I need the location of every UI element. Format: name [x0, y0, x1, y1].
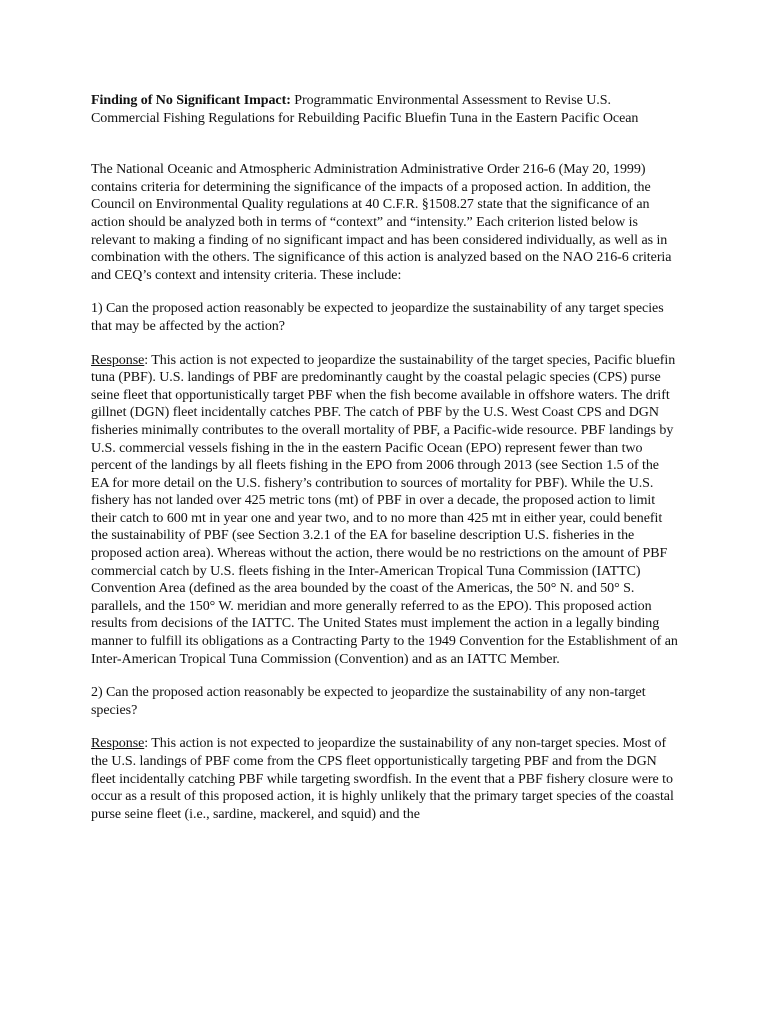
- response-1-text: : This action is not expected to jeopardize the sustainability of the target species, Pacific bluefin tuna (PBF). U.S. landings of PBF are predominantly caught by the coastal pelagic species (CPS) purse seine fleet that opportunistically target PBF when the fish become available in offshore waters. The drift gillnet (DGN) fleet incidentally catches PBF. The catch of PBF by the U.S. West Coast CPS and DGN fisheries minimally contributes to the overall mortality of PBF, a Pacific-wide resource. PBF landings by U.S. commercial vessels fishing in the in the eastern Pacific Ocean (EPO) represent fewer than two percent of the landings by all fleets fishing in the EPO from 2006 through 2013 (see Section 1.5 of the EA for more detail on the U.S. fishery’s contribution to sources of mortality for PBF). While the U.S. fishery has not landed over 425 metric tons (mt) of PBF in over a decade, the proposed action to limit their catch to 600 mt in year one and year two, and to no more than 425 mt in either year, could benefit the sustainability of PBF (see Section 3.2.1 of the EA for baseline description U.S. fisheries in the proposed action area). Whereas without the action, there would be no restrictions on the amount of PBF commercial catch by U.S. fleets fishing in the Inter-American Tropical Tuna Commission (IATTC) Convention Area (defined as the area bounded by the coast of the Americas, the 50° N. and 50° S. parallels, and the 150° W. meridian and more generally referred to as the EPO). This proposed action results from decisions of the IATTC. The United States must implement the action in a legally binding manner to fulfill its obligations as a Contracting Party to the 1949 Convention for the Establishment of an Inter-American Tropical Tuna Commission (Convention) and as an IATTC Member.: [91, 352, 678, 667]
- intro-paragraph: The National Oceanic and Atmospheric Administration Administrative Order 216-6 (May 20, 1999) contains criteria for determining the significance of the impacts of a proposed action. In addition, the Council on Environmental Quality regulations at 40 C.F.R. §1508.27 state that the significance of an action should be analyzed both in terms of “context” and “intensity.” Each criterion listed below is relevant to making a finding of no significant impact and has been considered individually, as well as in combination with the others. The significance of this action is analyzed based on the NAO 216-6 criteria and CEQ’s context and intensity criteria. These include:: [91, 162, 672, 283]
- response-2-label: Response: [91, 736, 145, 752]
- title-text: Programmatic Environmental Assessment to Revise U.S. Commercial Fishing Regulations for Rebuilding Pacific Bluefin Tuna in the Eastern Pacific Ocean: [91, 93, 639, 126]
- response-1-label: Response: [91, 352, 145, 368]
- question-2: 2) Can the proposed action reasonably be expected to jeopardize the sustainability of any non-target species?: [91, 685, 646, 718]
- title-bold-lead: Finding of No Significant Impact:: [91, 93, 291, 108]
- response-2-text: : This action is not expected to jeopardize the sustainability of any non-target species. Most of the U.S. landings of PBF come from the CPS fleet opportunistically targeting PBF and from the DGN fleet incidentally catching PBF while targeting swordfish. In the event that a PBF fishery closure were to occur as a result of this proposed action, it is highly unlikely that the primary target species of the coastal purse seine fleet (i.e., sardine, mackerel, and squid) and the: [91, 736, 674, 822]
- question-1: 1) Can the proposed action reasonably be expected to jeopardize the sustainability of any target species that may be affected by the action?: [91, 301, 664, 334]
- response-1: [91, 352, 680, 669]
- document-title: [91, 92, 680, 127]
- response-2: [91, 735, 680, 823]
